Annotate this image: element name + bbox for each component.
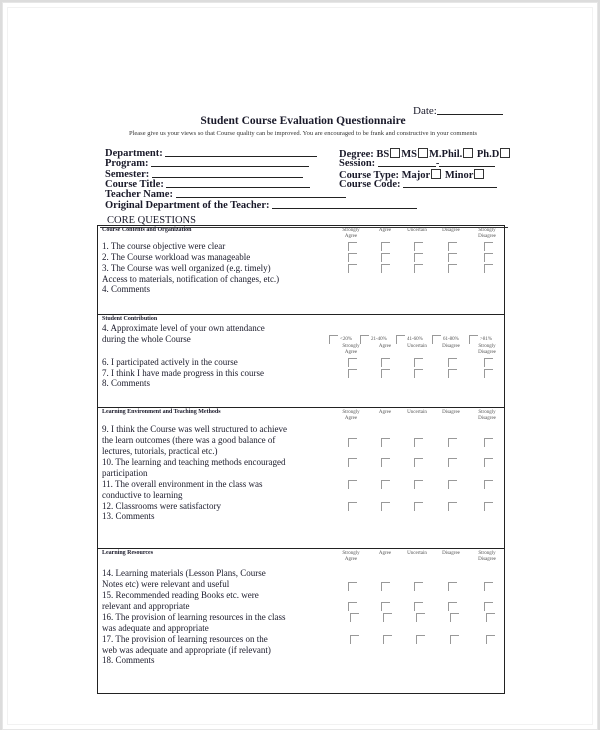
question-16: 16. The provision of learning resources in the class	[102, 612, 286, 622]
document-title: Student Course Evaluation Questionnaire	[200, 115, 406, 127]
question-3-cont: Access to materials, notification of changes, etc.)	[102, 274, 280, 284]
q15-uncertain-checkbox[interactable]	[414, 602, 423, 611]
q2-uncertain-checkbox[interactable]	[414, 253, 423, 262]
q10-agree-checkbox[interactable]	[381, 458, 390, 467]
original-department-blank[interactable]	[272, 207, 417, 209]
q6-strongly-agree-checkbox[interactable]	[348, 358, 357, 367]
q2-disagree-checkbox[interactable]	[448, 253, 457, 262]
question-10-cont: participation	[102, 468, 148, 478]
question-attendance: 4. Approximate level of your own attendance	[102, 323, 265, 333]
section-title: Student Contribution	[102, 316, 158, 322]
col-strongly-disagree: Strongly Disagree	[478, 344, 496, 355]
q15-agree-checkbox[interactable]	[381, 602, 390, 611]
q3-uncertain-checkbox[interactable]	[414, 264, 423, 273]
question-14-cont: Notes etc) were relevant and useful	[102, 579, 230, 589]
question-6: 6. I participated actively in the course	[102, 357, 238, 367]
course-code-field	[339, 179, 497, 190]
col-agree: Agree	[378, 410, 392, 415]
questions-table	[97, 225, 505, 694]
question-attendance-cont: during the whole Course	[102, 334, 191, 344]
course-title-blank[interactable]	[166, 186, 310, 188]
degree-bs-checkbox[interactable]	[390, 148, 400, 158]
attendance-option-5: >81%	[480, 337, 492, 342]
q17-strongly-disagree-checkbox[interactable]	[486, 635, 495, 644]
question-7: 7. I think I have made progress in this course	[102, 368, 264, 378]
program-label: Program:	[105, 158, 149, 169]
semester-blank[interactable]	[152, 176, 303, 178]
q2-agree-checkbox[interactable]	[381, 253, 390, 262]
q12-strongly-agree-checkbox[interactable]	[348, 502, 357, 511]
course-type-minor: Minor	[444, 170, 474, 181]
q7-disagree-checkbox[interactable]	[448, 369, 457, 378]
course-type-major: Major	[401, 170, 431, 181]
document-subtitle: Please give us your views so that Course quality can be improved. You are encouraged to be frank and constructive in your comments	[128, 130, 478, 137]
course-code-label: Course Code:	[339, 179, 401, 190]
q2-strongly-agree-checkbox[interactable]	[348, 253, 357, 262]
question-11-cont: conductive to learning	[102, 490, 183, 500]
course-type-label: Course Type:	[339, 170, 399, 181]
q9-disagree-checkbox[interactable]	[448, 438, 457, 447]
col-strongly-agree: Strongly Agree	[342, 410, 360, 421]
session-field	[339, 158, 495, 169]
col-uncertain: Uncertain	[407, 344, 427, 349]
q9-agree-checkbox[interactable]	[381, 438, 390, 447]
attendance-3-checkbox[interactable]	[396, 335, 405, 344]
q3-strongly-disagree-checkbox[interactable]	[484, 264, 493, 273]
q14-agree-checkbox[interactable]	[381, 582, 390, 591]
col-strongly-agree: Strongly Agree	[342, 228, 360, 239]
q16-uncertain-checkbox[interactable]	[416, 613, 425, 622]
q2-strongly-disagree-checkbox[interactable]	[484, 253, 493, 262]
q6-strongly-disagree-checkbox[interactable]	[484, 358, 493, 367]
q10-strongly-agree-checkbox[interactable]	[348, 458, 357, 467]
program-blank[interactable]	[151, 165, 309, 167]
question-8-comments: 8. Comments	[102, 378, 151, 388]
question-2: 2. The Course workload was manageable	[102, 252, 251, 262]
q11-strongly-disagree-checkbox[interactable]	[484, 480, 493, 489]
department-blank[interactable]	[165, 155, 317, 157]
q11-strongly-agree-checkbox[interactable]	[348, 480, 357, 489]
q16-disagree-checkbox[interactable]	[450, 613, 459, 622]
minor-checkbox[interactable]	[474, 169, 484, 179]
question-9-cont2: lectures, tutorials, practical etc.)	[102, 446, 218, 456]
q6-agree-checkbox[interactable]	[381, 358, 390, 367]
date-label: Date:	[413, 105, 437, 117]
degree-option-ms: MS	[401, 149, 417, 160]
question-18-comments: 18. Comments	[102, 655, 155, 665]
q3-agree-checkbox[interactable]	[381, 264, 390, 273]
q10-disagree-checkbox[interactable]	[448, 458, 457, 467]
q1-strongly-disagree-checkbox[interactable]	[484, 242, 493, 251]
col-disagree: Disagree	[442, 344, 460, 349]
q7-strongly-agree-checkbox[interactable]	[348, 369, 357, 378]
original-department-field	[105, 200, 417, 211]
question-16-cont: was adequate and appropriate	[102, 623, 209, 633]
question-15: 15. Recommended reading Books etc. were	[102, 590, 259, 600]
q9-strongly-disagree-checkbox[interactable]	[484, 438, 493, 447]
q9-uncertain-checkbox[interactable]	[414, 438, 423, 447]
q17-disagree-checkbox[interactable]	[450, 635, 459, 644]
teacher-name-blank[interactable]	[176, 196, 346, 198]
section-course-contents	[98, 225, 504, 315]
q14-uncertain-checkbox[interactable]	[414, 582, 423, 591]
q17-strongly-agree-checkbox[interactable]	[350, 635, 359, 644]
q12-disagree-checkbox[interactable]	[448, 502, 457, 511]
question-9-cont: the learn outcomes (there was a good balance of	[102, 435, 276, 445]
question-4-comments: 4. Comments	[102, 284, 151, 294]
q9-strongly-agree-checkbox[interactable]	[348, 438, 357, 447]
question-15-cont: relevant and appropriate	[102, 601, 190, 611]
question-14: 14. Learning materials (Lesson Plans, Course	[102, 568, 266, 578]
q14-strongly-disagree-checkbox[interactable]	[484, 582, 493, 591]
q11-uncertain-checkbox[interactable]	[414, 480, 423, 489]
course-title-label: Course Title:	[105, 179, 164, 190]
attendance-2-checkbox[interactable]	[360, 335, 369, 344]
question-9: 9. I think the Course was well structured to achieve	[102, 424, 287, 434]
col-uncertain: Uncertain	[407, 410, 427, 415]
q16-strongly-agree-checkbox[interactable]	[350, 613, 359, 622]
section-title: Learning Resources	[102, 550, 154, 556]
q7-uncertain-checkbox[interactable]	[414, 369, 423, 378]
col-strongly-disagree: Strongly Disagree	[478, 410, 496, 421]
attendance-option-4: 61-80%	[443, 337, 459, 342]
question-3: 3. The Course was well organized (e.g. timely)	[102, 263, 271, 273]
semester-label: Semester:	[105, 169, 150, 180]
q17-uncertain-checkbox[interactable]	[416, 635, 425, 644]
attendance-option-3: 41-60%	[407, 337, 423, 342]
q12-agree-checkbox[interactable]	[381, 502, 390, 511]
q6-disagree-checkbox[interactable]	[448, 358, 457, 367]
section-title: Course Contents and Organization	[102, 227, 192, 233]
department-label: Department:	[105, 148, 163, 159]
col-strongly-agree: Strongly Agree	[342, 551, 360, 562]
degree-mphil-checkbox[interactable]	[463, 148, 473, 158]
q16-agree-checkbox[interactable]	[383, 613, 392, 622]
col-agree: Agree	[378, 344, 392, 349]
q10-strongly-disagree-checkbox[interactable]	[484, 458, 493, 467]
col-uncertain: Uncertain	[407, 551, 427, 556]
q14-strongly-agree-checkbox[interactable]	[348, 582, 357, 591]
teacher-name-field	[105, 189, 346, 200]
col-strongly-disagree: Strongly Disagree	[478, 551, 496, 562]
q3-disagree-checkbox[interactable]	[448, 264, 457, 273]
q12-uncertain-checkbox[interactable]	[414, 502, 423, 511]
section-student-contribution	[98, 314, 504, 408]
q11-disagree-checkbox[interactable]	[448, 480, 457, 489]
q1-disagree-checkbox[interactable]	[448, 242, 457, 251]
original-department-label: Original Department of the Teacher:	[105, 200, 270, 211]
q15-strongly-disagree-checkbox[interactable]	[484, 602, 493, 611]
col-disagree: Disagree	[442, 551, 460, 556]
section-title: Learning Environment and Teaching Methods	[102, 409, 221, 415]
section-learning-environment	[98, 407, 504, 549]
session-separator: -	[435, 158, 440, 169]
q11-agree-checkbox[interactable]	[381, 480, 390, 489]
q7-agree-checkbox[interactable]	[381, 369, 390, 378]
question-11: 11. The overall environment in the class was	[102, 479, 263, 489]
attendance-5-checkbox[interactable]	[469, 335, 478, 344]
program-field	[105, 158, 309, 169]
q12-strongly-disagree-checkbox[interactable]	[484, 502, 493, 511]
q7-strongly-disagree-checkbox[interactable]	[484, 369, 493, 378]
session-start-blank[interactable]	[378, 165, 436, 167]
q3-strongly-agree-checkbox[interactable]	[348, 264, 357, 273]
degree-ms-checkbox[interactable]	[418, 148, 428, 158]
col-uncertain: Uncertain	[407, 228, 427, 233]
question-1: 1. The course objective were clear	[102, 241, 226, 251]
col-agree: Agree	[378, 551, 392, 556]
core-questions-heading: CORE QUESTIONS	[107, 215, 196, 226]
col-agree: Agree	[378, 228, 392, 233]
attendance-4-checkbox[interactable]	[432, 335, 441, 344]
attendance-option-2: 21-40%	[371, 337, 387, 342]
degree-label: Degree:	[339, 149, 374, 160]
degree-phd-checkbox[interactable]	[500, 148, 510, 158]
course-code-blank[interactable]	[403, 186, 497, 188]
q15-strongly-agree-checkbox[interactable]	[348, 602, 357, 611]
q15-disagree-checkbox[interactable]	[448, 602, 457, 611]
major-checkbox[interactable]	[431, 169, 441, 179]
section-learning-resources	[98, 548, 504, 694]
q14-disagree-checkbox[interactable]	[448, 582, 457, 591]
question-13-comments: 13. Comments	[102, 511, 155, 521]
teacher-name-label: Teacher Name:	[105, 189, 173, 200]
degree-option-bs: BS	[376, 149, 390, 160]
col-strongly-agree: Strongly Agree	[342, 344, 360, 355]
q1-uncertain-checkbox[interactable]	[414, 242, 423, 251]
question-17: 17. The provision of learning resources on the	[102, 634, 268, 644]
q10-uncertain-checkbox[interactable]	[414, 458, 423, 467]
col-disagree: Disagree	[442, 410, 460, 415]
session-end-blank[interactable]	[439, 165, 495, 167]
question-17-cont: web was adequate and appropriate (if relevant)	[102, 645, 271, 655]
session-label: Session:	[339, 158, 376, 169]
degree-option-mphil: M.Phil.	[429, 149, 463, 160]
q1-agree-checkbox[interactable]	[381, 242, 390, 251]
q1-strongly-agree-checkbox[interactable]	[348, 242, 357, 251]
question-10: 10. The learning and teaching methods encouraged	[102, 457, 286, 467]
q16-strongly-disagree-checkbox[interactable]	[486, 613, 495, 622]
q17-agree-checkbox[interactable]	[383, 635, 392, 644]
attendance-option-1: <20%	[340, 337, 352, 342]
attendance-1-checkbox[interactable]	[329, 335, 338, 344]
col-disagree: Disagree	[442, 228, 460, 233]
col-strongly-disagree: Strongly Disagree	[478, 228, 496, 239]
degree-option-phd: Ph.D	[476, 149, 500, 160]
q6-uncertain-checkbox[interactable]	[414, 358, 423, 367]
question-12: 12. Classrooms were satisfactory	[102, 501, 221, 511]
